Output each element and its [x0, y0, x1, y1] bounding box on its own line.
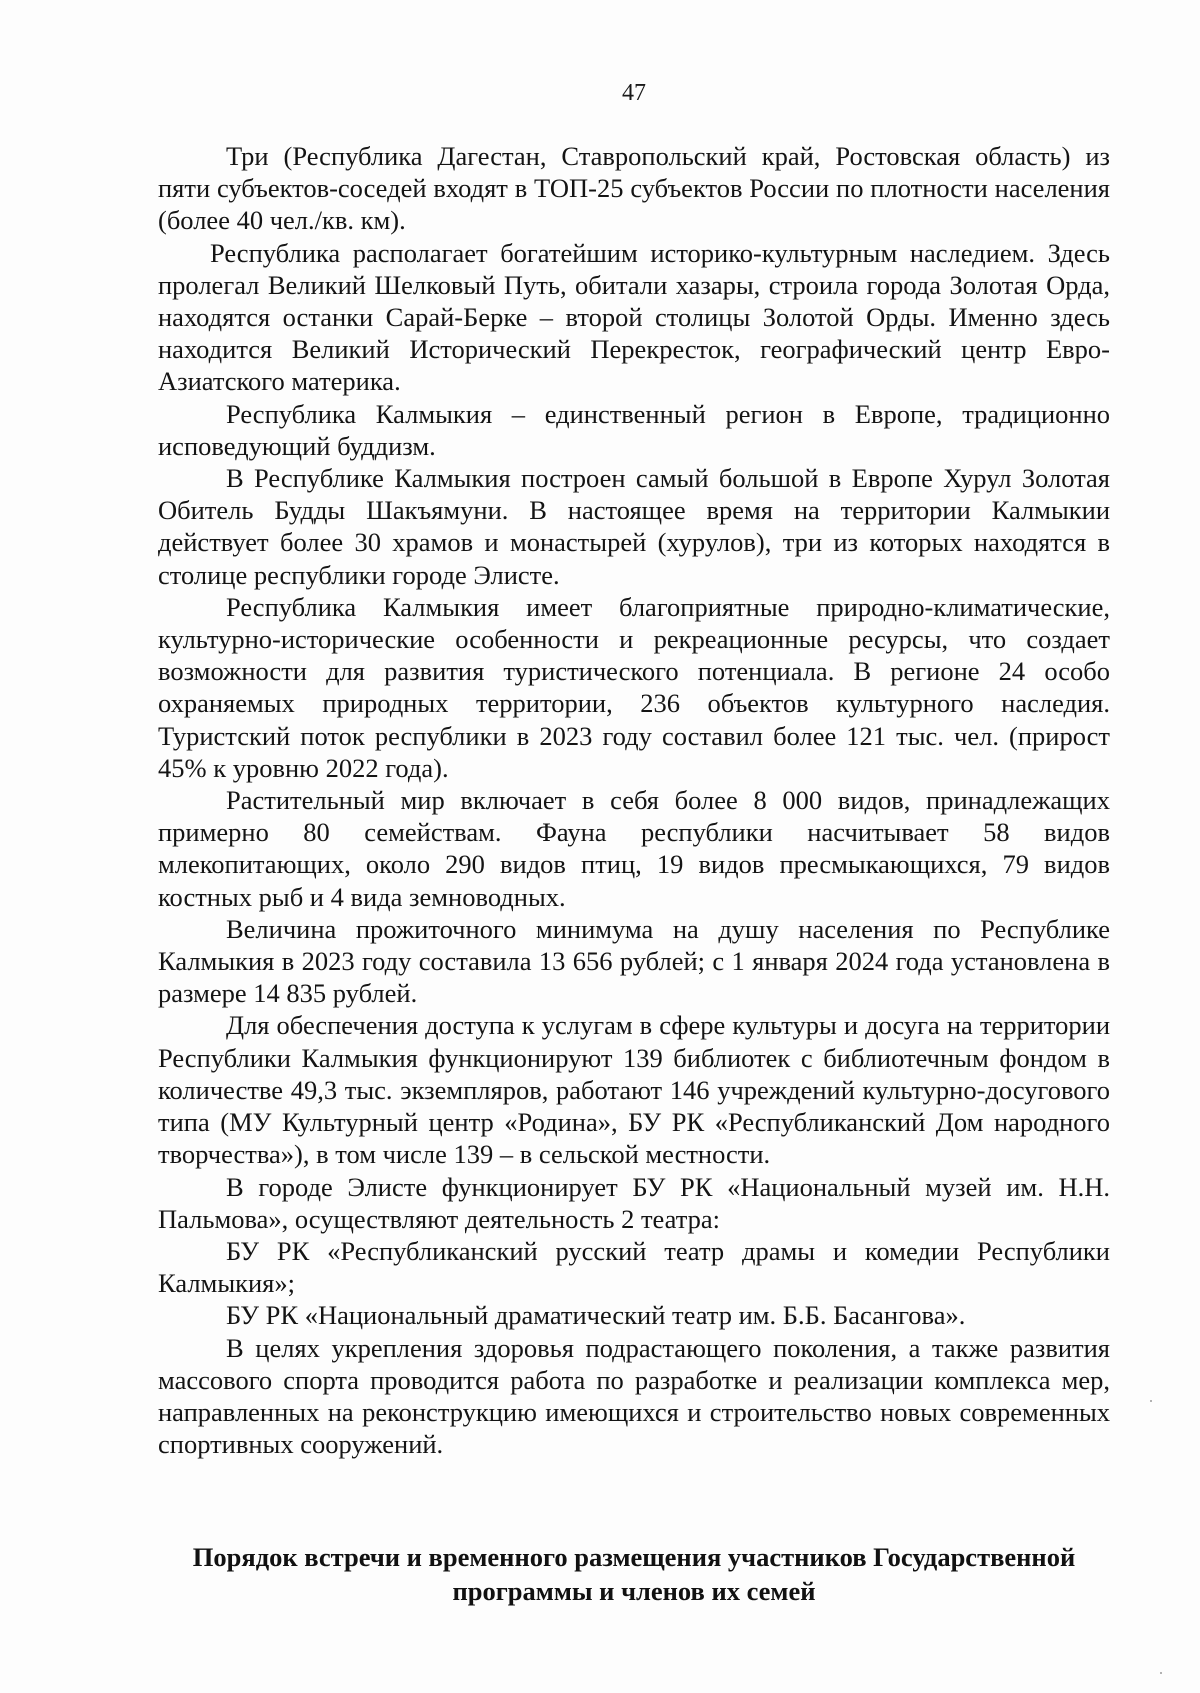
paragraph-russian-theatre: БУ РК «Республиканский русский театр драмы и комедии Республики Калмыкия»; [158, 1235, 1110, 1299]
paragraph-subsistence-minimum: Величина прожиточного минимума на душу населения по Республике Калмыкия в 2023 году составила 13 656 рублей; с 1 января 2024 года установлена в размере 14 835 рублей. [158, 913, 1110, 1009]
section-heading-line-2: программы и членов их семей [452, 1576, 816, 1606]
paragraph-culture-leisure: Для обеспечения доступа к услугам в сфере культуры и досуга на территории Республики Калмыкия функционируют 139 библиотек с библиотечным фондом в количестве 49,3 тыс. экземпляров, работают 146 учреждений культурно-досугового типа (МУ Культурный центр «Родина», БУ РК «Республиканский Дом народного творчества»), в том числе 139 – в сельской местности. [158, 1010, 1110, 1170]
paragraph-museum-theatres: В городе Элисте функционирует БУ РК «Национальный музей им. Н.Н. Пальмова», осуществляют деятельность 2 театра: [158, 1171, 1110, 1234]
paragraph-buddhism: Республика Калмыкия – единственный регион в Европе, традиционно исповедующий буддизм. [158, 398, 1110, 461]
paragraph-tourism: Республика Калмыкия имеет благоприятные природно-климатические, культурно-исторические особенности и рекреационные ресурсы, что создает возможности для развития туристического потенциала. В регионе 24 особо охраняемых природных территории, 236 объектов культурного наследия. Туристский поток республики в 2023 году составил более 121 тыс. чел. (прирост 45% к уровню 2022 года). [158, 591, 1110, 783]
paragraph-cultural-heritage: Республика располагает богатейшим историко-культурным наследием. Здесь пролегал Великий Шелковый Путь, обитали хазары, строила города Золотая Орда, находятся останки Сарай-Берке – второй столицы Золотой Орды. Именно здесь находится Великий Исторический Перекресток, географический центр Евро-Азиатского материка. [158, 237, 1110, 397]
scan-speck [1150, 1400, 1152, 1402]
paragraph-flora-fauna: Растительный мир включает в себя более 8 000 видов, принадлежащих примерно 80 семействам. Фауна республики насчитывает 58 видов млекопитающих, около 290 видов птиц, 19 видов пресмыкающихся, 79 видов костных рыб и 4 вида земноводных. [158, 785, 1110, 912]
paragraph-khurul: В Республике Калмыкия построен самый большой в Европе Хурул Золотая Обитель Будды Шакъямуни. В настоящее время на территории Калмыкии действует более 30 храмов и монастырей (хурулов), три из которых находятся в столице республики городе Элисте. [158, 463, 1110, 590]
paragraph-sports: В целях укрепления здоровья подрастающего поколения, а также развития массового спорта проводится работа по разработке и реализации комплекса мер, направленных на реконструкцию имеющихся и строительство новых современных спортивных сооружений. [158, 1332, 1110, 1460]
body-text [158, 140, 1110, 1460]
page-number: 47 [622, 80, 646, 106]
paragraph-national-theatre: БУ РК «Национальный драматический театр им. Б.Б. Басангова». [226, 1300, 966, 1331]
paragraph-neighbors-density: Три (Республика Дагестан, Ставропольский край, Ростовская область) из пяти субъектов-соседей входят в ТОП-25 субъектов России по плотности населения (более 40 чел./кв. км). [158, 141, 1110, 236]
section-heading [158, 1540, 1110, 1608]
section-heading-line-1: Порядок встречи и временного размещения участников Государственной [192, 1542, 1076, 1572]
scan-speck [1160, 1672, 1162, 1674]
